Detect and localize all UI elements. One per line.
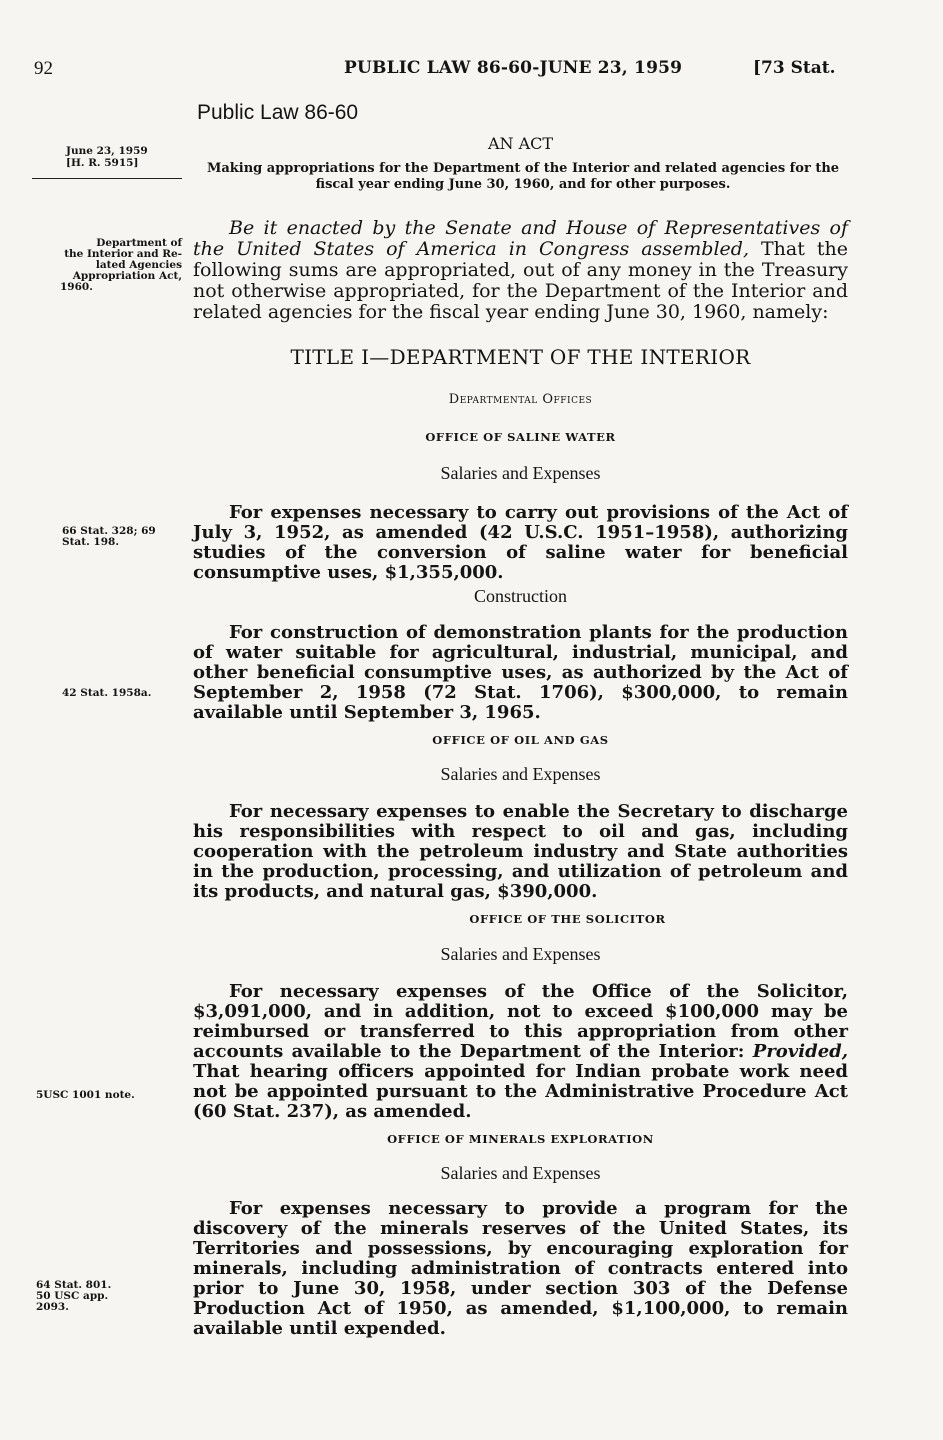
margin-line: 66 Stat. 328; 69 <box>62 525 156 537</box>
office-heading: OFFICE OF THE SOLICITOR <box>469 912 666 926</box>
office-heading: OFFICE OF OIL AND GAS <box>432 733 609 747</box>
office-heading: OFFICE OF SALINE WATER <box>425 430 616 444</box>
margin-bill: [H. R. 5915] <box>66 157 139 169</box>
statute-volume: [73 Stat. <box>753 58 836 78</box>
paragraph-text: For necessary expenses of the Office of the Solicitor, $3,091,000, and in addition, not to exceed $100,000 may be reimbursed or transferred to this appropriation from other accounts available to the Department of the Interior: <box>193 981 848 1062</box>
act-purpose: Making appropriations for the Department of the Interior and related agencies for the fiscal year ending June 30, 1960, and for other purposes. <box>206 161 840 192</box>
margin-ref-solicitor: 5USC 1001 note. <box>36 1089 135 1101</box>
enacting-clause <box>193 218 848 323</box>
margin-line: lated Agencies <box>95 259 182 271</box>
margin-rule <box>32 178 182 179</box>
margin-line: 64 Stat. 801. <box>36 1279 112 1291</box>
margin-line: 50 USC app. <box>36 1290 109 1302</box>
subheading: Salaries and Expenses <box>440 1163 601 1183</box>
proviso-italic: Provided, <box>752 1041 848 1062</box>
margin-line: Stat. 198. <box>62 536 119 548</box>
paragraph: For expenses necessary to carry out provisions of the Act of July 3, 1952, as amended (42 U.S.C. 1951–1958), authorizing studies of the conversion of saline water for beneficial consumptive uses, $1,355,000. <box>193 502 848 583</box>
margin-line: Appropriation Act, <box>72 270 182 282</box>
paragraph: For construction of demonstration plants for the production of water suitable for agricultural, industrial, municipal, and other beneficial consumptive uses, as authorized by the Act of September 2, 1958 (72 Stat. 1706), $300,000, to remain available until September 3, 1965. <box>193 622 848 723</box>
paragraph: For necessary expenses to enable the Secretary to discharge his responsibilities with respect to oil and gas, including cooperation with the petroleum industry and State authorities in the production, processing, and utilization of petroleum and its products, and natural gas, $390,000. <box>193 801 848 902</box>
enacting-italic: Be it enacted by the Senate and House of Representatives of the United States of America in Congress assembled, <box>193 217 848 260</box>
subheading: Salaries and Expenses <box>440 764 601 784</box>
enacting-text: That the following sums are appropriated, out of any money in the Treasury not otherwise appropriated, for the Department of the Interior and related agencies for the fiscal year ending June 30, 1960, namely: <box>193 238 848 323</box>
act-heading: AN ACT <box>487 134 554 153</box>
paragraph-text: That hearing officers appointed for Indian probate work need not be appointed pursuant to the Administrative Procedure Act (60 Stat. 237), as amended. <box>193 1061 848 1122</box>
law-label: Public Law 86-60 <box>197 101 359 124</box>
paragraph <box>193 982 848 1122</box>
subheading: Salaries and Expenses <box>440 463 601 483</box>
margin-ref-saline <box>62 526 187 548</box>
departmental-offices-heading: Departmental Offices <box>448 392 593 407</box>
page-number: 92 <box>34 58 53 79</box>
running-header-title: PUBLIC LAW 86-60-JUNE 23, 1959 <box>344 58 683 78</box>
margin-line: Department of <box>96 237 182 249</box>
title-heading: TITLE I—DEPARTMENT OF THE INTERIOR <box>290 345 751 369</box>
subheading: Salaries and Expenses <box>440 944 601 964</box>
margin-date: June 23, 1959 <box>66 145 148 157</box>
margin-short-title <box>30 238 182 293</box>
paragraph: For expenses necessary to provide a program for the discovery of the minerals reserves of the United States, its Territories and possessions, by encouraging exploration for minerals, including administration of contracts entered into prior to June 30, 1958, under section 303 of the Defense Production Act of 1950, as amended, $1,100,000, to remain available until expended. <box>193 1198 848 1339</box>
office-heading: OFFICE OF MINERALS EXPLORATION <box>387 1132 654 1146</box>
subheading: Construction <box>474 586 567 606</box>
margin-line: 1960. <box>60 281 93 293</box>
margin-ref-construction: 42 Stat. 1958a. <box>62 687 152 699</box>
margin-ref-minerals <box>36 1280 186 1313</box>
margin-line: the Interior and Re- <box>64 248 182 260</box>
margin-line: 2093. <box>36 1301 69 1313</box>
